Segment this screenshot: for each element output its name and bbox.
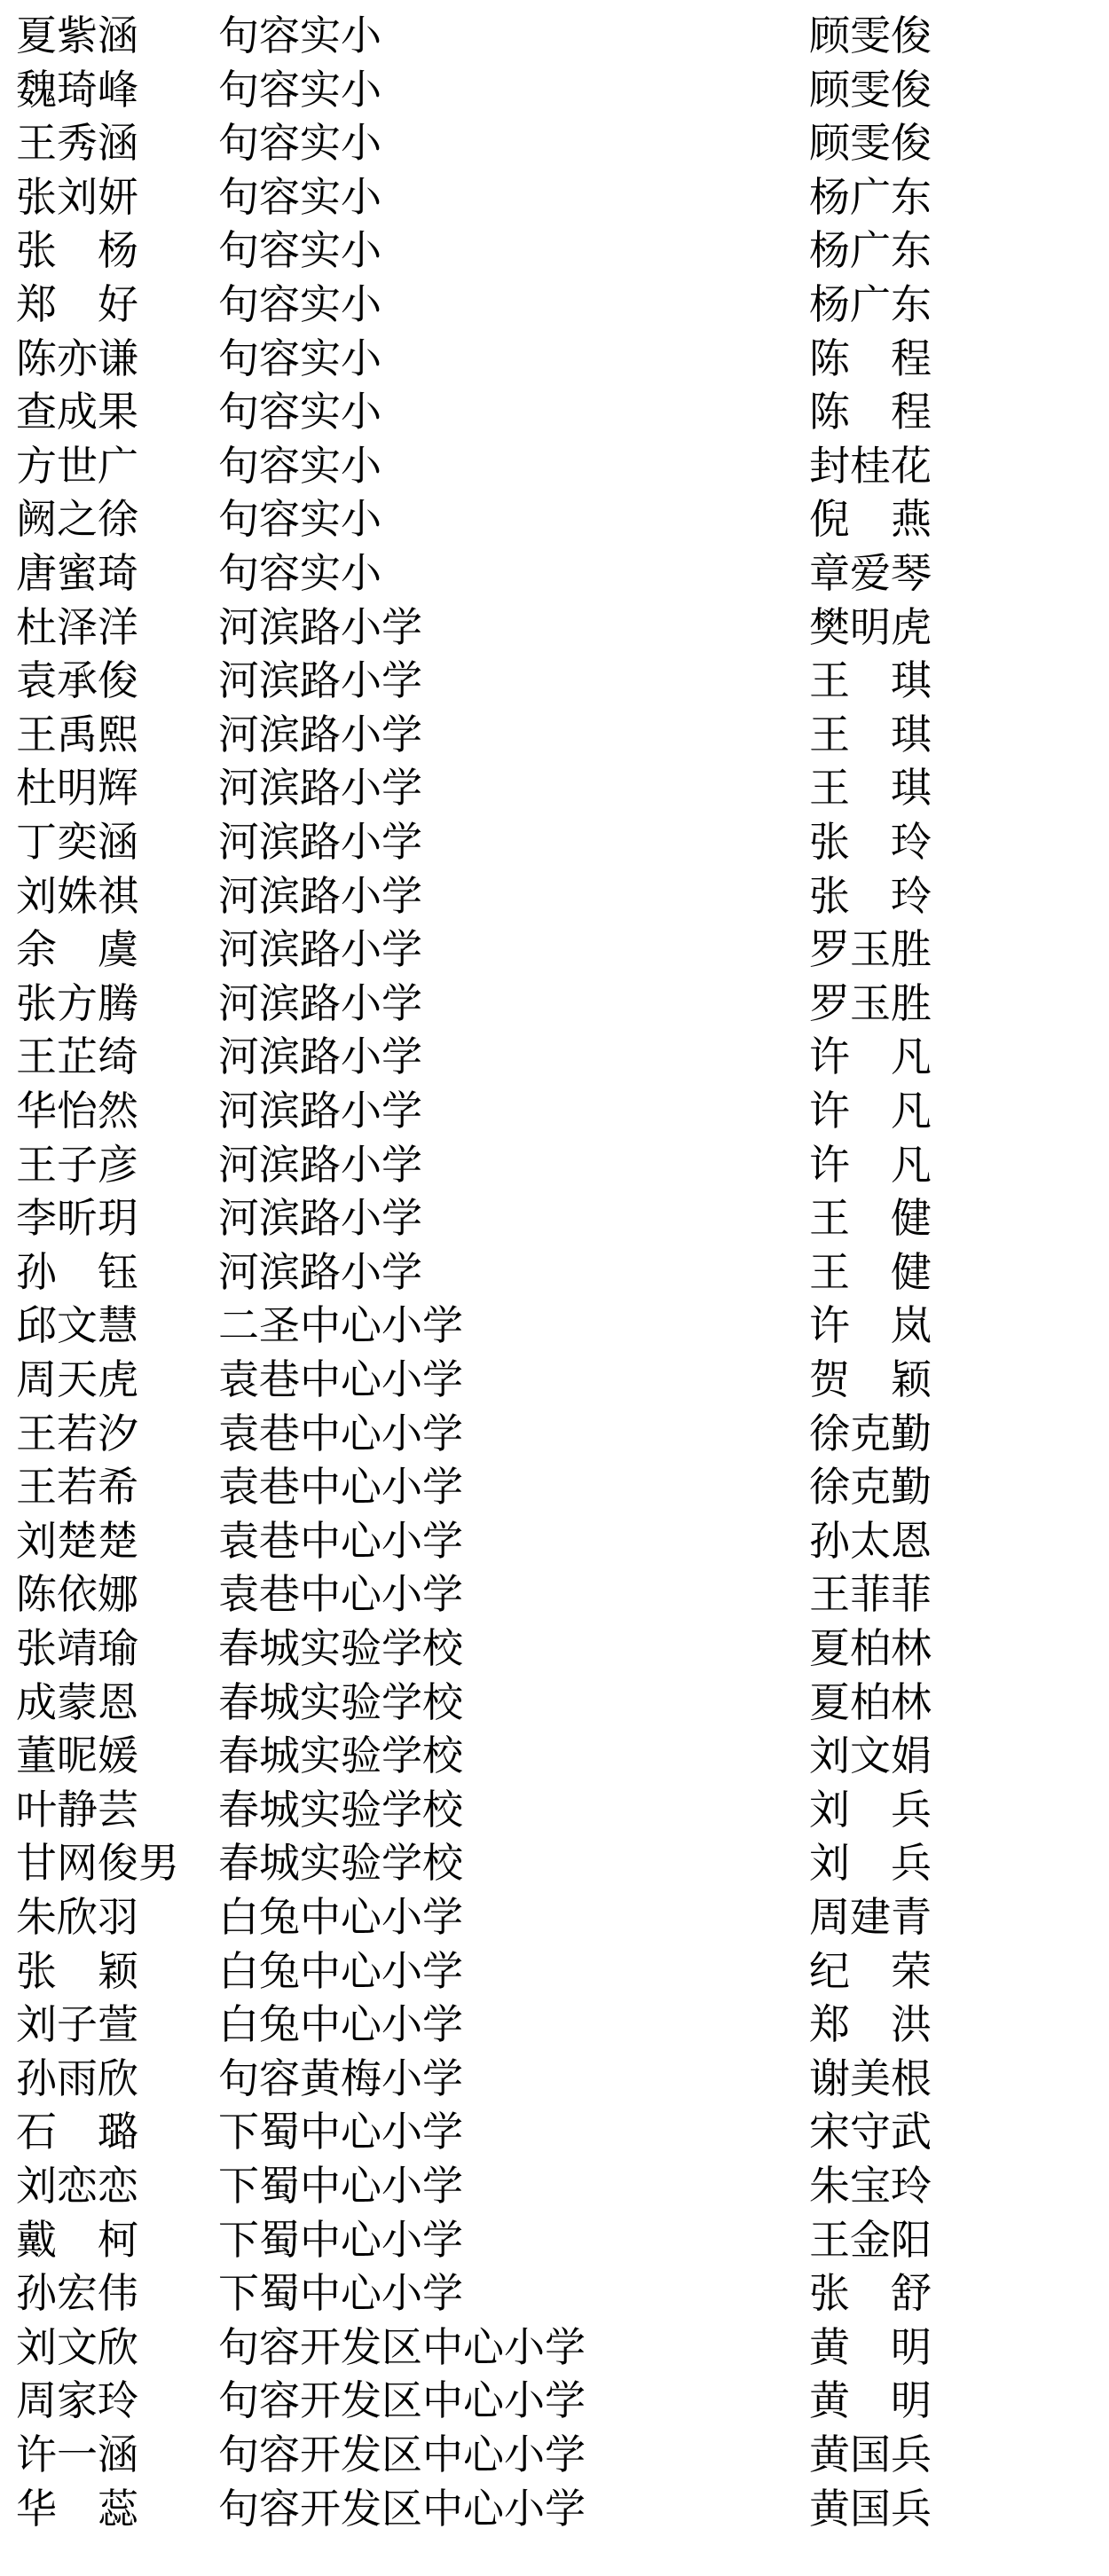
school-name: 句容实小 — [218, 226, 381, 275]
table-row — [0, 1245, 1109, 1299]
table-row — [0, 815, 1109, 868]
school-name: 句容黄梅小学 — [218, 2054, 463, 2102]
student-name: 郑 好 — [16, 280, 138, 328]
teacher-name: 陈 程 — [809, 388, 932, 436]
table-row — [0, 1407, 1109, 1460]
teacher-name: 倪 燕 — [809, 495, 932, 544]
student-name: 刘文欣 — [16, 2322, 138, 2371]
table-row — [0, 869, 1109, 923]
school-name: 袁巷中心小学 — [218, 1516, 463, 1565]
student-name: 周家玲 — [16, 2376, 138, 2425]
school-name: 句容实小 — [218, 549, 381, 597]
teacher-name: 许 凡 — [809, 1087, 932, 1135]
table-row — [0, 1299, 1109, 1352]
student-name: 王芷绮 — [16, 1033, 138, 1081]
student-name: 魏琦峰 — [16, 65, 138, 114]
student-name: 杜明辉 — [16, 764, 138, 813]
table-row — [0, 2428, 1109, 2481]
school-name: 河滨路小学 — [218, 1140, 422, 1189]
school-name: 下蜀中心小学 — [218, 2108, 463, 2156]
student-name: 张刘妍 — [16, 172, 138, 221]
school-name: 河滨路小学 — [218, 978, 422, 1027]
student-name: 张 杨 — [16, 226, 138, 275]
student-name: 杜泽洋 — [16, 602, 138, 651]
student-name: 丁奕涵 — [16, 818, 138, 866]
table-row — [0, 170, 1109, 224]
table-row — [0, 923, 1109, 976]
school-name: 句容实小 — [218, 119, 381, 168]
school-name: 句容开发区中心小学 — [218, 2431, 586, 2478]
table-row — [0, 1191, 1109, 1245]
teacher-name: 王 健 — [809, 1194, 932, 1243]
student-name: 王若汐 — [16, 1409, 138, 1457]
teacher-name: 刘文娟 — [809, 1732, 932, 1780]
student-name: 华 蕊 — [16, 2484, 138, 2533]
table-row — [0, 1890, 1109, 1944]
table-row — [0, 1944, 1109, 1998]
teacher-name: 徐克勤 — [809, 1409, 932, 1457]
teacher-name: 许 凡 — [809, 1033, 932, 1081]
student-name: 刘恋恋 — [16, 2162, 138, 2210]
school-name: 句容实小 — [218, 441, 381, 490]
school-name: 二圣中心小学 — [218, 1301, 463, 1350]
school-name: 河滨路小学 — [218, 871, 422, 920]
table-row — [0, 2213, 1109, 2266]
student-name: 刘子萱 — [16, 2000, 138, 2049]
student-name: 华怡然 — [16, 1087, 138, 1135]
school-name: 下蜀中心小学 — [218, 2269, 463, 2318]
school-name: 句容实小 — [218, 280, 381, 328]
student-name: 石 璐 — [16, 2108, 138, 2156]
student-name: 方世广 — [16, 441, 138, 490]
table-row — [0, 2052, 1109, 2105]
school-name: 句容开发区中心小学 — [218, 2484, 586, 2533]
table-row — [0, 1353, 1109, 1406]
school-name: 句容开发区中心小学 — [218, 2322, 586, 2371]
teacher-name: 周建青 — [809, 1893, 932, 1941]
table-row — [0, 601, 1109, 654]
table-row — [0, 1460, 1109, 1513]
school-name: 河滨路小学 — [218, 1087, 422, 1135]
teacher-name: 贺 颖 — [809, 1355, 932, 1403]
school-name: 句容实小 — [218, 65, 381, 114]
student-name: 唐蜜琦 — [16, 549, 138, 597]
school-name: 句容实小 — [218, 172, 381, 221]
student-name: 刘姝祺 — [16, 871, 138, 920]
student-name: 袁承俊 — [16, 656, 138, 705]
table-row — [0, 63, 1109, 116]
school-name: 白兔中心小学 — [218, 1893, 463, 1941]
student-name: 陈依娜 — [16, 1570, 138, 1619]
teacher-name: 孙太恩 — [809, 1516, 932, 1565]
student-name: 阙之徐 — [16, 495, 138, 544]
student-name: 陈亦谦 — [16, 334, 138, 382]
teacher-name: 章爱琴 — [809, 549, 932, 597]
table-row — [0, 2321, 1109, 2374]
school-name: 春城实验学校 — [218, 1624, 463, 1672]
school-name: 袁巷中心小学 — [218, 1355, 463, 1403]
table-row — [0, 278, 1109, 331]
teacher-name: 杨广东 — [809, 226, 932, 275]
teacher-name: 封桂花 — [809, 441, 932, 490]
teacher-name: 刘 兵 — [809, 1839, 932, 1888]
student-name: 孙 钰 — [16, 1247, 138, 1296]
student-name: 张方腾 — [16, 978, 138, 1027]
teacher-name: 王 健 — [809, 1247, 932, 1296]
school-name: 春城实验学校 — [218, 1785, 463, 1834]
teacher-name: 黄 明 — [809, 2322, 932, 2371]
student-name: 孙雨欣 — [16, 2054, 138, 2102]
student-name: 甘网俊男 — [16, 1839, 179, 1888]
teacher-name: 杨广东 — [809, 172, 932, 221]
table-row — [0, 546, 1109, 600]
table-row — [0, 332, 1109, 385]
teacher-name: 徐克勤 — [809, 1463, 932, 1512]
student-name: 孙宏伟 — [16, 2269, 138, 2318]
teacher-name: 夏柏林 — [809, 1624, 932, 1672]
teacher-name: 张 玲 — [809, 818, 932, 866]
teacher-name: 黄国兵 — [809, 2431, 932, 2478]
school-name: 河滨路小学 — [218, 1033, 422, 1081]
teacher-name: 张 舒 — [809, 2269, 932, 2318]
table-row — [0, 1138, 1109, 1191]
student-name: 戴 柯 — [16, 2215, 138, 2264]
teacher-name: 刘 兵 — [809, 1785, 932, 1834]
teacher-name: 许 岚 — [809, 1301, 932, 1350]
table-row — [0, 2266, 1109, 2320]
school-name: 春城实验学校 — [218, 1839, 463, 1888]
student-name: 王若希 — [16, 1463, 138, 1512]
teacher-name: 纪 荣 — [809, 1946, 932, 1995]
table-row — [0, 1030, 1109, 1083]
school-name: 白兔中心小学 — [218, 1946, 463, 1995]
table-row — [0, 1783, 1109, 1836]
school-name: 河滨路小学 — [218, 818, 422, 866]
table-row — [0, 1676, 1109, 1729]
table-row — [0, 492, 1109, 546]
table-row — [0, 2105, 1109, 2158]
teacher-name: 王菲菲 — [809, 1570, 932, 1619]
table-row — [0, 9, 1109, 62]
school-name: 句容开发区中心小学 — [218, 2376, 586, 2425]
school-name: 河滨路小学 — [218, 764, 422, 813]
school-name: 春城实验学校 — [218, 1677, 463, 1726]
teacher-name: 王 琪 — [809, 656, 932, 705]
student-name: 余 虞 — [16, 925, 138, 974]
table-row — [0, 2482, 1109, 2535]
teacher-name: 夏柏林 — [809, 1677, 932, 1726]
school-name: 句容实小 — [218, 495, 381, 544]
teacher-name: 朱宝玲 — [809, 2162, 932, 2210]
teacher-name: 王金阳 — [809, 2215, 932, 2264]
school-name: 河滨路小学 — [218, 1194, 422, 1243]
teacher-name: 顾雯俊 — [809, 12, 932, 59]
student-name: 成蒙恩 — [16, 1677, 138, 1726]
student-name: 董昵媛 — [16, 1732, 138, 1780]
teacher-name: 宋守武 — [809, 2108, 932, 2156]
teacher-name: 王 琪 — [809, 764, 932, 813]
school-name: 句容实小 — [218, 388, 381, 436]
student-name: 王禹熙 — [16, 710, 138, 758]
teacher-name: 黄 明 — [809, 2376, 932, 2425]
teacher-name: 黄国兵 — [809, 2484, 932, 2533]
teacher-name: 杨广东 — [809, 280, 932, 328]
school-name: 白兔中心小学 — [218, 2000, 463, 2049]
school-name: 袁巷中心小学 — [218, 1570, 463, 1619]
table-row — [0, 1567, 1109, 1621]
table-row — [0, 2159, 1109, 2212]
teacher-name: 陈 程 — [809, 334, 932, 382]
teacher-name: 罗玉胜 — [809, 978, 932, 1027]
student-name: 王子彦 — [16, 1140, 138, 1189]
table-row — [0, 2374, 1109, 2427]
school-name: 春城实验学校 — [218, 1732, 463, 1780]
student-name: 邱文慧 — [16, 1301, 138, 1350]
teacher-name: 许 凡 — [809, 1140, 932, 1189]
table-row — [0, 224, 1109, 277]
school-name: 河滨路小学 — [218, 925, 422, 974]
teacher-name: 王 琪 — [809, 710, 932, 758]
table-row — [0, 1998, 1109, 2051]
school-name: 河滨路小学 — [218, 1247, 422, 1296]
school-name: 袁巷中心小学 — [218, 1463, 463, 1512]
teacher-name: 顾雯俊 — [809, 65, 932, 114]
school-name: 下蜀中心小学 — [218, 2215, 463, 2264]
student-name: 王秀涵 — [16, 119, 138, 168]
student-name: 刘楚楚 — [16, 1516, 138, 1565]
teacher-name: 谢美根 — [809, 2054, 932, 2102]
table-row — [0, 1622, 1109, 1675]
teacher-name: 张 玲 — [809, 871, 932, 920]
table-row — [0, 977, 1109, 1030]
teacher-name: 罗玉胜 — [809, 925, 932, 974]
school-name: 河滨路小学 — [218, 602, 422, 651]
student-name: 张靖瑜 — [16, 1624, 138, 1672]
table-row — [0, 385, 1109, 438]
school-name: 河滨路小学 — [218, 656, 422, 705]
student-name: 夏紫涵 — [16, 12, 138, 59]
table-row — [0, 1729, 1109, 1782]
school-name: 句容实小 — [218, 334, 381, 382]
student-name: 查成果 — [16, 388, 138, 436]
school-name: 袁巷中心小学 — [218, 1409, 463, 1457]
teacher-name: 郑 洪 — [809, 2000, 932, 2049]
table-row — [0, 654, 1109, 707]
school-name: 河滨路小学 — [218, 710, 422, 758]
teacher-name: 顾雯俊 — [809, 119, 932, 168]
table-row — [0, 116, 1109, 169]
school-name: 句容实小 — [218, 12, 381, 59]
school-name: 下蜀中心小学 — [218, 2162, 463, 2210]
table-row — [0, 708, 1109, 761]
student-name: 朱欣羽 — [16, 1893, 138, 1941]
teacher-name: 樊明虎 — [809, 602, 932, 651]
table-row — [0, 439, 1109, 492]
student-name: 周天虎 — [16, 1355, 138, 1403]
table-row — [0, 1084, 1109, 1137]
student-name: 叶静芸 — [16, 1785, 138, 1834]
table-row — [0, 761, 1109, 814]
student-name: 许一涵 — [16, 2431, 138, 2478]
student-name: 张 颖 — [16, 1946, 138, 1995]
table-row — [0, 1514, 1109, 1567]
student-name: 李昕玥 — [16, 1194, 138, 1243]
table-row — [0, 1836, 1109, 1889]
